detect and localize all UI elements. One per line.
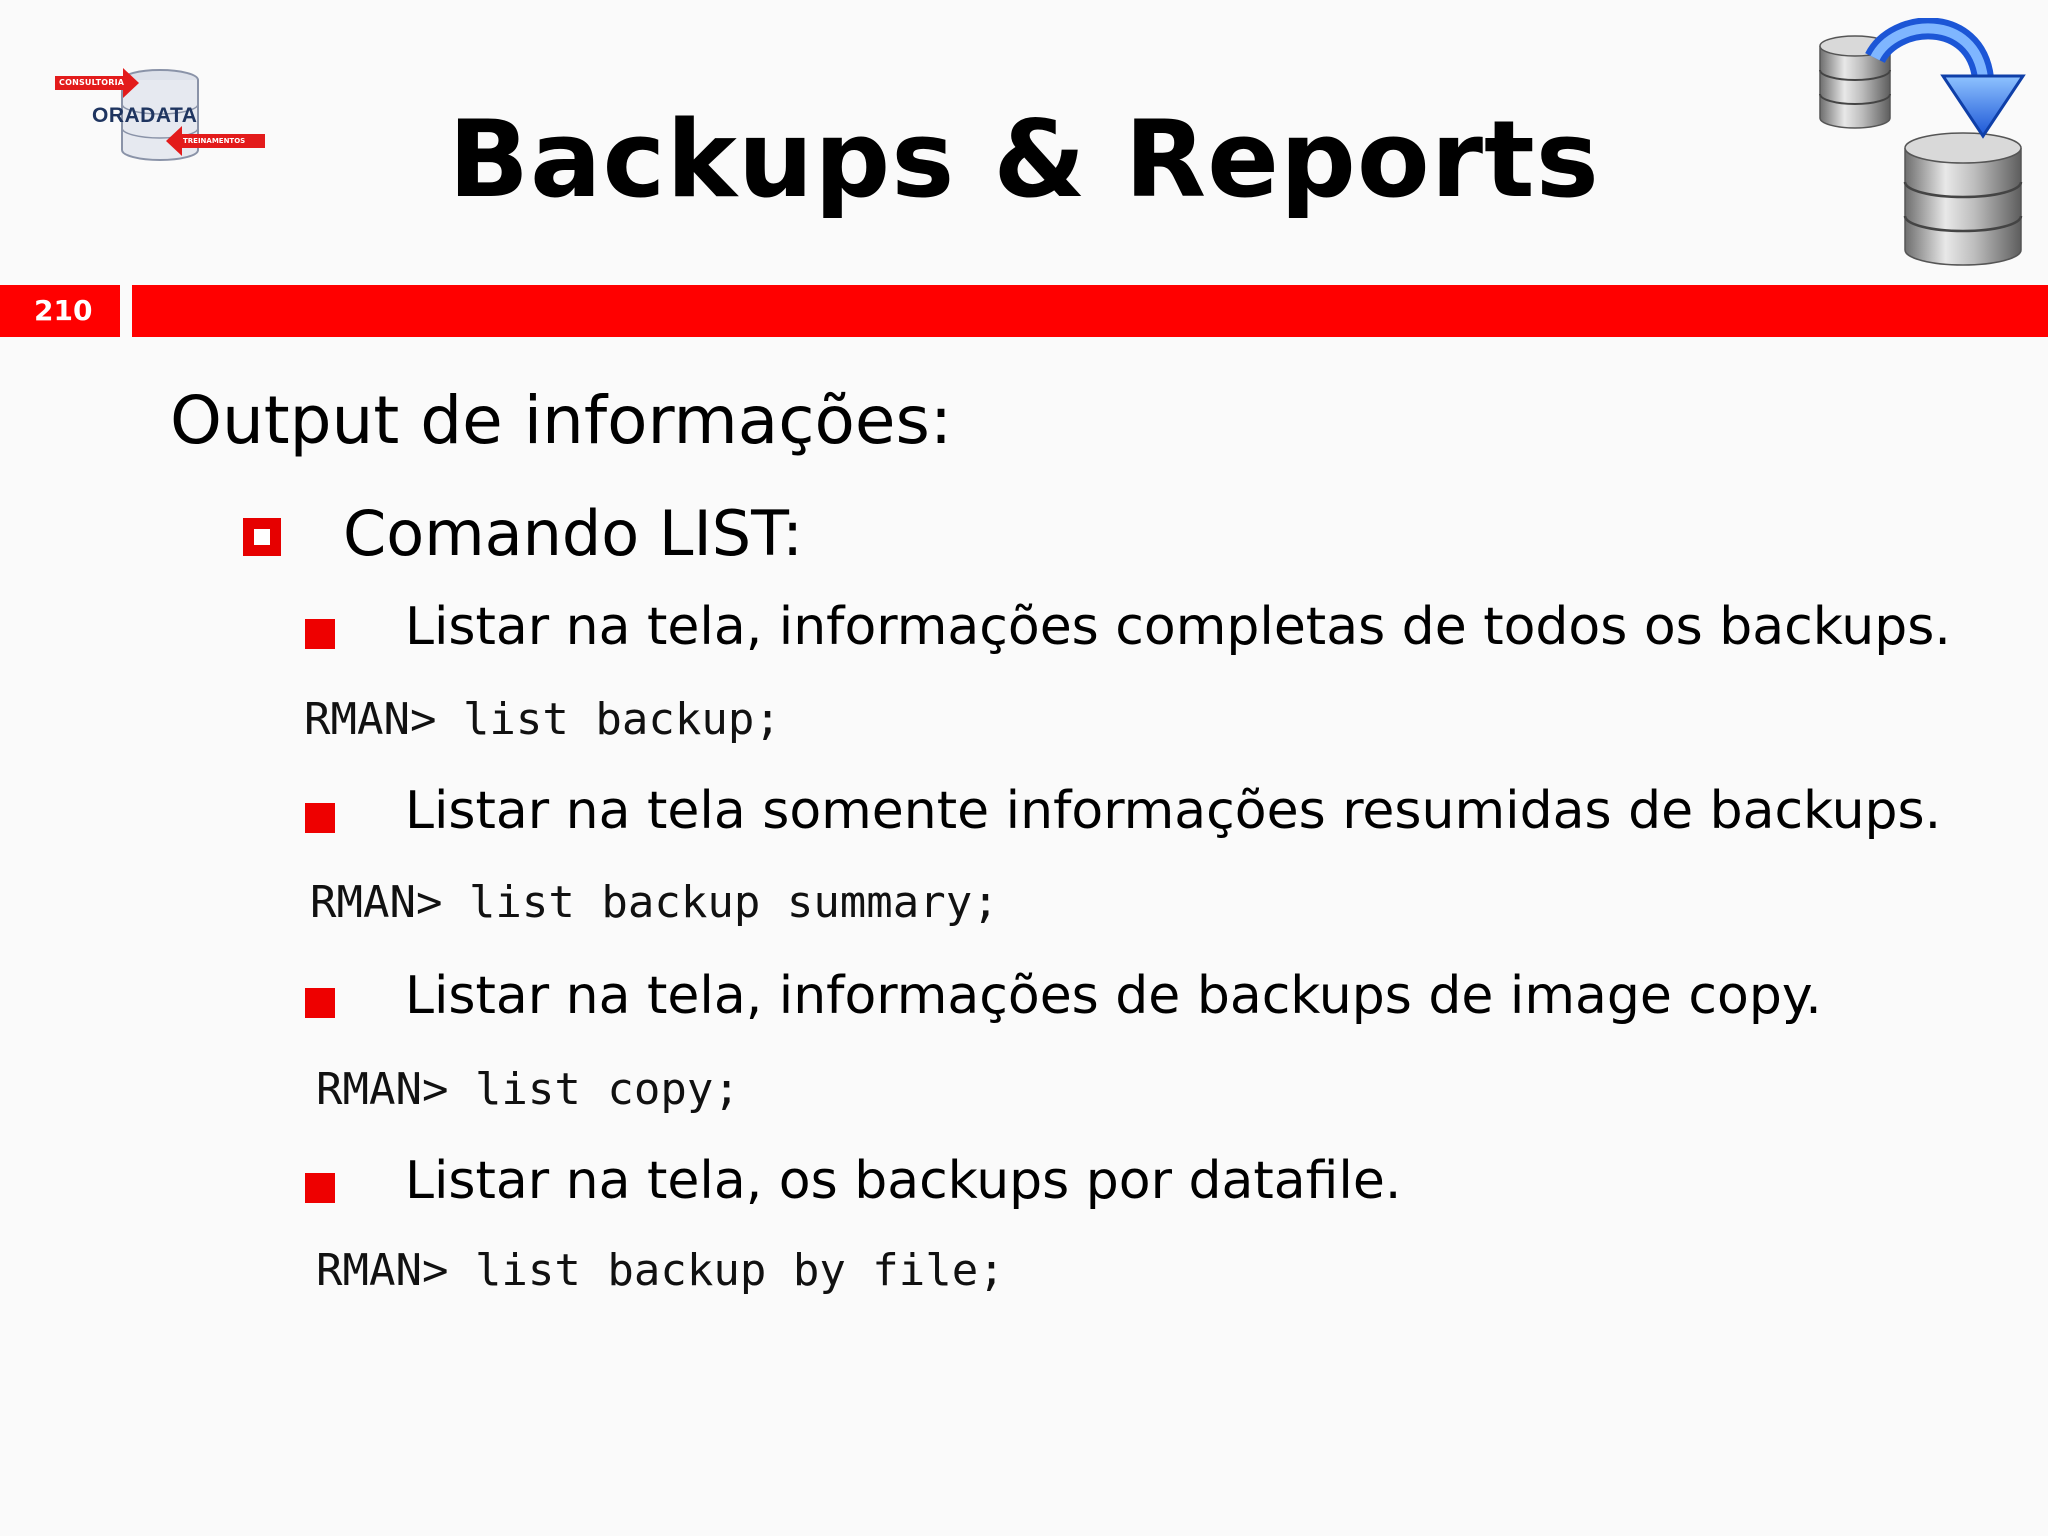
list-item-text: Listar na tela somente informações resumidas de backups.	[405, 781, 1942, 841]
rman-command: RMAN> list backup summary;	[310, 877, 999, 928]
section-heading: Output de informações:	[170, 382, 953, 459]
list-item-text: Listar na tela, informações completas de todos os backups.	[405, 597, 1951, 657]
filled-square-bullet-icon	[305, 1173, 335, 1203]
slide-number: 210	[0, 285, 120, 337]
logo-bottom-text: TREINAMENTOS	[183, 137, 246, 145]
logo-main-text: ORADATA	[92, 104, 198, 127]
rman-command: RMAN> list backup;	[304, 694, 781, 745]
list-item-text: Listar na tela, os backups por datafile.	[405, 1151, 1402, 1211]
header-divider-bar	[132, 285, 2048, 337]
filled-square-bullet-icon	[305, 988, 335, 1018]
logo-top-text: CONSULTORIA	[59, 78, 125, 87]
subheading: Comando LIST:	[343, 497, 804, 570]
hollow-square-bullet-icon	[243, 518, 281, 556]
filled-square-bullet-icon	[305, 803, 335, 833]
filled-square-bullet-icon	[305, 619, 335, 649]
slide-title: Backups & Reports	[448, 98, 1600, 221]
database-backup-icon	[1815, 18, 2030, 268]
list-item-text: Listar na tela, informações de backups de image copy.	[405, 966, 1822, 1026]
rman-command: RMAN> list copy;	[316, 1064, 740, 1115]
rman-command: RMAN> list backup by file;	[316, 1245, 1005, 1296]
